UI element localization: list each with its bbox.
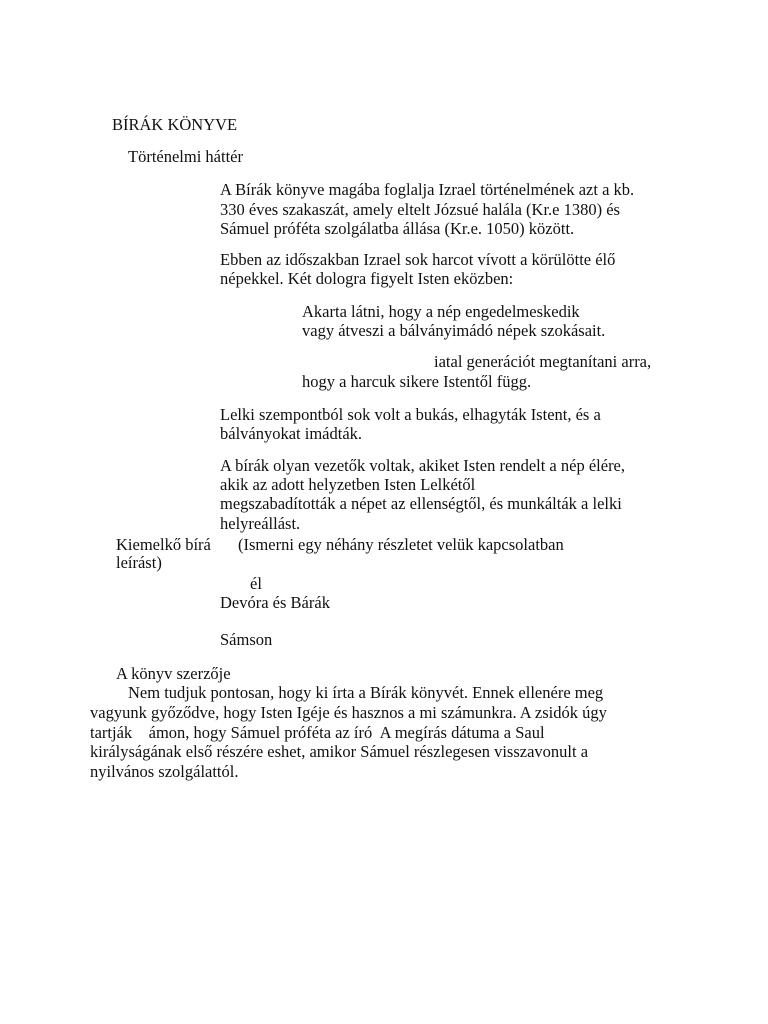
point-line: iatal generációt megtanítani arra, (434, 352, 652, 371)
point-line: vagy átveszi a bálványimádó népek szokásait. (302, 321, 606, 340)
paragraph-line: megszabadították a népet az ellenségtől, és munkálták a lelki (220, 494, 622, 513)
paragraph-line: nyilvános szolgálattól. (90, 762, 239, 781)
paragraph-line: bálványokat imádták. (220, 424, 363, 443)
judge-item: él (250, 574, 262, 593)
paragraph-line: Nem tudjuk pontosan, hogy ki írta a Bírák könyvét. Ennek ellenére meg (128, 683, 604, 702)
paragraph-line: A Bírák könyve magába foglalja Izrael történelmének azt a kb. (220, 180, 635, 199)
judge-item: Devóra és Bárák (220, 593, 330, 612)
section-heading-historical-background: Történelmi háttér (128, 147, 243, 166)
paragraph-line: A bírák olyan vezetők voltak, akiket Isten rendelt a nép élére, (220, 456, 626, 475)
judges-note-continued: leírást) (116, 553, 162, 572)
paragraph-line: királyságának első részére eshet, amikor Sámuel részlegesen visszavonult a (90, 742, 589, 761)
paragraph-line: akik az adott helyzetben Isten Lelkétől (220, 475, 476, 494)
judges-note: (Ismerni egy néhány részletet velük kapcsolatban (238, 535, 564, 554)
paragraph-line: Lelki szempontból sok volt a bukás, elhagyták Istent, és a (220, 405, 601, 424)
paragraph-line: Ebben az időszakban Izrael sok harcot vívott a körülötte élő (220, 250, 616, 269)
point-line: Akarta látni, hogy a nép engedelmeskedik (302, 302, 580, 321)
paragraph-line: népekkel. Két dologra figyelt Isten eközben: (220, 269, 514, 288)
paragraph-line: helyreállást. (220, 514, 301, 533)
paragraph-line: vagyunk győződve, hogy Isten Igéje és hasznos a mi számunkra. A zsidók úgy (90, 703, 607, 722)
point-line: hogy a harcuk sikere Istentől függ. (302, 372, 532, 391)
judge-item: Sámson (220, 630, 273, 649)
paragraph-line: 330 éves szakaszát, amely eltelt Józsué halála (Kr.e 1380) és (220, 200, 620, 219)
judges-label: Kiemelkő bírá (116, 535, 211, 554)
document-title: BÍRÁK KÖNYVE (112, 115, 238, 134)
section-heading-author: A könyv szerzője (116, 664, 231, 683)
paragraph-line: Sámuel próféta szolgálatba állása (Kr.e. 1050) között. (220, 219, 575, 238)
paragraph-line: tartják ámon, hogy Sámuel próféta az író A megírás dátuma a Saul (90, 723, 545, 742)
